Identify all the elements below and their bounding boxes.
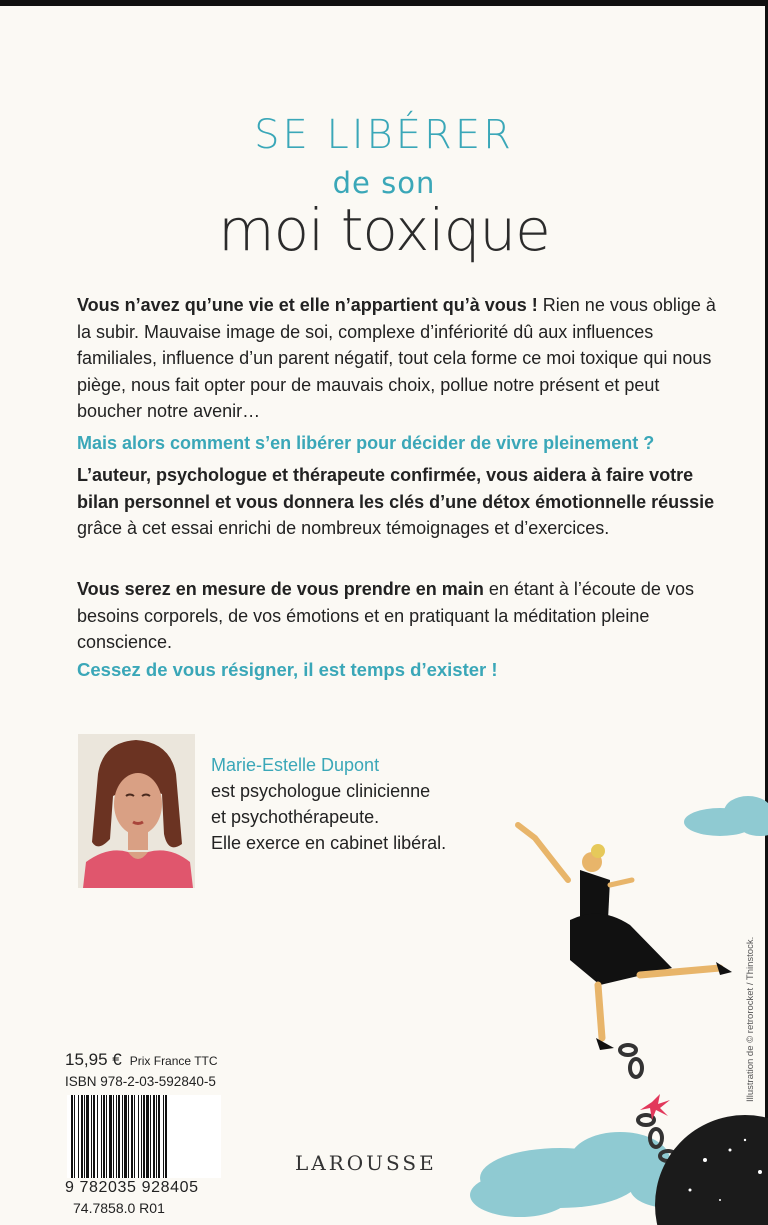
barcode-bar — [106, 1095, 107, 1178]
title-line-3: moi toxique — [218, 196, 550, 264]
barcode-bar — [128, 1095, 129, 1178]
barcode-bar — [143, 1095, 145, 1178]
author-portrait-illustration — [78, 734, 195, 888]
author-bio-line-1: est psychologue clinicienne — [211, 781, 431, 801]
blurb-closing — [77, 657, 717, 684]
title-line-1: SE LIBÉRER — [254, 112, 514, 158]
barcode-graphic — [67, 1095, 221, 1178]
barcode-bar — [141, 1095, 142, 1178]
woman-figure-icon — [518, 825, 732, 1050]
barcode — [65, 1095, 225, 1216]
blurb-p2-text: Mais alors comment s’en libérer pour décider de vivre pleinement ? — [77, 433, 655, 453]
barcode-bar — [109, 1095, 112, 1178]
price-amount: 15,95 € — [65, 1050, 122, 1069]
barcode-bar — [118, 1095, 120, 1178]
cloud-bottom-icon — [470, 1132, 710, 1217]
barcode-bar — [74, 1095, 75, 1178]
cloud-right-icon — [684, 796, 768, 836]
barcode-bar — [158, 1095, 160, 1178]
barcode-bar — [124, 1095, 127, 1178]
barcode-bar — [122, 1095, 123, 1178]
blurb-paragraph-3 — [77, 462, 717, 542]
barcode-bar — [113, 1095, 114, 1178]
barcode-bar — [93, 1095, 95, 1178]
blurb-paragraph-4 — [77, 576, 717, 656]
barcode-bar — [150, 1095, 151, 1178]
blurb-paragraph-1 — [77, 292, 717, 425]
barcode-bar — [101, 1095, 102, 1178]
blurb-p4-text: en étant à l’écoute de vos besoins corporels, de vos émotions et en pratiquant la méditation pleine conscience. — [77, 579, 694, 652]
barcode-digits: 9 782035 928405 — [65, 1179, 199, 1196]
barcode-bar — [97, 1095, 98, 1178]
barcode-bar — [153, 1095, 155, 1178]
barcode-code: 74.7858.0 R01 — [73, 1200, 165, 1216]
barcode-bar — [146, 1095, 149, 1178]
blurb-p4-bold: Vous serez en mesure de vous prendre en main — [77, 579, 484, 599]
weight-ball-icon — [655, 1115, 768, 1225]
publisher-logo: LAROUSSE — [295, 1151, 437, 1175]
price-line — [65, 1050, 218, 1070]
barcode-bars — [67, 1095, 221, 1178]
barcode-bar — [86, 1095, 89, 1178]
author-name: Marie-Estelle Dupont — [211, 755, 380, 775]
barcode-bar — [78, 1095, 79, 1178]
dark-border-top — [0, 0, 768, 6]
barcode-bar — [138, 1095, 139, 1178]
author-bio-line-3: Elle exerce en cabinet libéral. — [211, 833, 447, 853]
isbn: ISBN 978-2-03-592840-5 — [65, 1074, 216, 1089]
barcode-bar — [81, 1095, 83, 1178]
barcode-bar — [91, 1095, 92, 1178]
barcode-bar — [134, 1095, 135, 1178]
barcode-bar — [103, 1095, 105, 1178]
blurb-question — [77, 430, 717, 457]
illustration-credit: Illustration de © retrorocket / Thinstock. — [745, 936, 756, 1102]
author-bio — [211, 752, 446, 856]
barcode-bar — [156, 1095, 157, 1178]
broken-chain-icon — [620, 1045, 676, 1161]
barcode-bar — [163, 1095, 164, 1178]
spark-icon — [640, 1094, 670, 1120]
title-line-2: de son — [332, 166, 436, 200]
blurb-p5-text: Cessez de vous résigner, il est temps d’exister ! — [77, 659, 498, 680]
author-bio-line-2: et psychothérapeute. — [211, 807, 380, 827]
barcode-bar — [71, 1095, 73, 1178]
blurb-p1-text: Rien ne vous oblige à la subir. Mauvaise image de soi, complexe d’infériorité dû aux influences familiales, influence d’un parent négatif, tout cela forme ce moi toxique qui nous piège, nous fait opter pour de mauvais choix, pollue notre présent et peut boucher notre avenir… — [77, 295, 716, 421]
barcode-bar — [84, 1095, 85, 1178]
barcode-bar — [165, 1095, 167, 1178]
barcode-bar — [131, 1095, 133, 1178]
blurb-p3-text: grâce à cet essai enrichi de nombreux témoignages et d’exercices. — [77, 518, 610, 538]
barcode-bar — [116, 1095, 117, 1178]
author-photo — [78, 734, 195, 888]
price-label: Prix France TTC — [129, 1054, 218, 1068]
blurb-p3-bold: L’auteur, psychologue et thérapeute confirmée, vous aidera à faire votre bilan personnel et vous donnera les clés d’une détox émotionnelle réussie — [77, 465, 715, 512]
blurb-p1-bold: Vous n’avez qu’une vie et elle n’appartient qu’à vous ! — [77, 295, 538, 315]
